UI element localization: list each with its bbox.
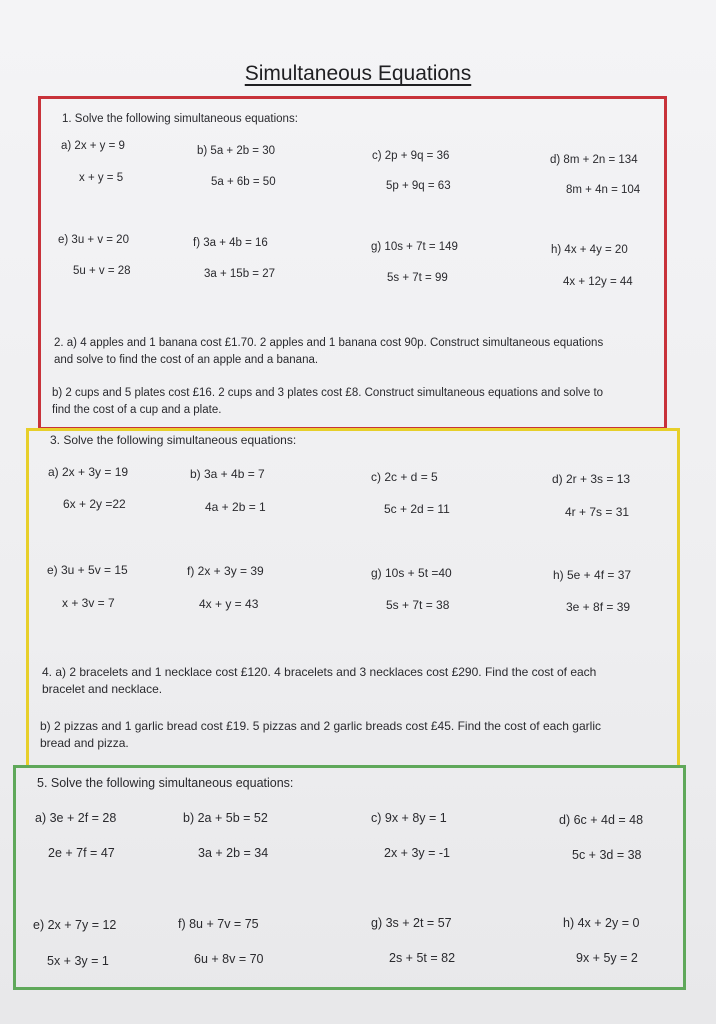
s3-f-eq1: f) 2x + 3y = 39 — [187, 564, 264, 578]
q2b-line1: b) 2 cups and 5 plates cost £16. 2 cups and 3 plates cost £8. Construct simultaneous equations and solve to — [52, 387, 604, 399]
s1-h-eq1: h) 4x + 4y = 20 — [551, 244, 628, 256]
s1-g-eq1: g) 10s + 7t = 149 — [371, 241, 458, 253]
s1-b-eq2: 5a + 6b = 50 — [211, 176, 276, 188]
s1-g-eq2: 5s + 7t = 99 — [387, 272, 448, 284]
s3-a-eq2: 6x + 2y =22 — [63, 497, 126, 511]
s5-c-eq2: 2x + 3y = -1 — [384, 846, 451, 860]
s5-d-eq2: 5c + 3d = 38 — [572, 848, 642, 862]
s3-h-eq2: 3e + 8f = 39 — [566, 600, 631, 614]
s3-e-eq1: e) 3u + 5v = 15 — [47, 563, 128, 577]
s3-e-eq2: x + 3v = 7 — [62, 596, 115, 610]
s5-c-eq1: c) 9x + 8y = 1 — [371, 811, 447, 825]
q4b-line2: bread and pizza. — [40, 736, 129, 750]
q4a-text — [42, 664, 596, 698]
s5-b-eq2: 3a + 2b = 34 — [198, 846, 269, 860]
s5-a-eq2: 2e + 7f = 47 — [48, 846, 115, 860]
s5-h-eq1: h) 4x + 2y = 0 — [563, 916, 640, 930]
s3-b-eq2: 4a + 2b = 1 — [205, 500, 266, 514]
s5-d-eq1: d) 6c + 4d = 48 — [559, 813, 644, 827]
worksheet-title: Simultaneous Equations — [244, 62, 472, 85]
s3-f-eq2: 4x + y = 43 — [199, 597, 259, 611]
s1-a-eq1: a) 2x + y = 9 — [61, 140, 125, 152]
s5-f-eq2: 6u + 8v = 70 — [194, 952, 264, 966]
s1-d-eq1: d) 8m + 2n = 134 — [550, 154, 638, 166]
s5-g-eq2: 2s + 5t = 82 — [389, 951, 456, 965]
q4b-line1: b) 2 pizzas and 1 garlic bread cost £19. 5 pizzas and 2 garlic breads cost £45. Find the cost of each garlic — [40, 719, 601, 733]
s1-d-eq2: 8m + 4n = 104 — [566, 184, 641, 196]
s3-g-eq2: 5s + 7t = 38 — [386, 598, 450, 612]
section1-heading: 1. Solve the following simultaneous equations: — [62, 113, 298, 125]
s1-f-eq2: 3a + 15b = 27 — [204, 268, 275, 280]
s5-h-eq2: 9x + 5y = 2 — [576, 951, 638, 965]
s1-h-eq2: 4x + 12y = 44 — [563, 276, 633, 288]
s5-g-eq1: g) 3s + 2t = 57 — [371, 916, 452, 930]
q2b-text — [52, 385, 603, 419]
s3-c-eq1: c) 2c + d = 5 — [371, 470, 438, 484]
s1-c-eq2: 5p + 9q = 63 — [386, 180, 451, 192]
q4b-text — [40, 718, 601, 752]
s1-e-eq2: 5u + v = 28 — [73, 265, 131, 277]
section5-heading: 5. Solve the following simultaneous equations: — [37, 776, 294, 790]
s3-d-eq2: 4r + 7s = 31 — [565, 505, 630, 519]
q4a-line2: bracelet and necklace. — [42, 682, 163, 696]
q2a-line1: 2. a) 4 apples and 1 banana cost £1.70. 2 apples and 1 banana cost 90p. Construct simultaneous equations — [54, 337, 604, 349]
q2b-line2: find the cost of a cup and a plate. — [52, 404, 222, 416]
s3-c-eq2: 5c + 2d = 11 — [384, 502, 450, 516]
s1-c-eq1: c) 2p + 9q = 36 — [372, 150, 450, 162]
q2a-text — [54, 335, 603, 369]
s3-d-eq1: d) 2r + 3s = 13 — [552, 472, 631, 486]
section3-heading: 3. Solve the following simultaneous equations: — [50, 433, 297, 447]
s5-a-eq1: a) 3e + 2f = 28 — [35, 811, 117, 825]
q2a-line2: and solve to find the cost of an apple and a banana. — [54, 354, 319, 366]
q4a-line1: 4. a) 2 bracelets and 1 necklace cost £120. 4 bracelets and 3 necklaces cost £290. Find the cost of each — [42, 665, 597, 679]
s3-h-eq1: h) 5e + 4f = 37 — [553, 568, 632, 582]
s3-a-eq1: a) 2x + 3y = 19 — [48, 465, 129, 479]
s1-e-eq1: e) 3u + v = 20 — [58, 234, 129, 246]
s5-b-eq1: b) 2a + 5b = 52 — [183, 811, 268, 825]
s3-b-eq1: b) 3a + 4b = 7 — [190, 467, 265, 481]
s5-f-eq1: f) 8u + 7v = 75 — [178, 917, 259, 931]
s1-f-eq1: f) 3a + 4b = 16 — [193, 237, 268, 249]
s5-e-eq2: 5x + 3y = 1 — [47, 954, 109, 968]
s1-a-eq2: x + y = 5 — [79, 172, 124, 184]
s5-e-eq1: e) 2x + 7y = 12 — [33, 918, 117, 932]
section-red-box — [38, 96, 667, 430]
s3-g-eq1: g) 10s + 5t =40 — [371, 566, 452, 580]
s1-b-eq1: b) 5a + 2b = 30 — [197, 145, 276, 157]
